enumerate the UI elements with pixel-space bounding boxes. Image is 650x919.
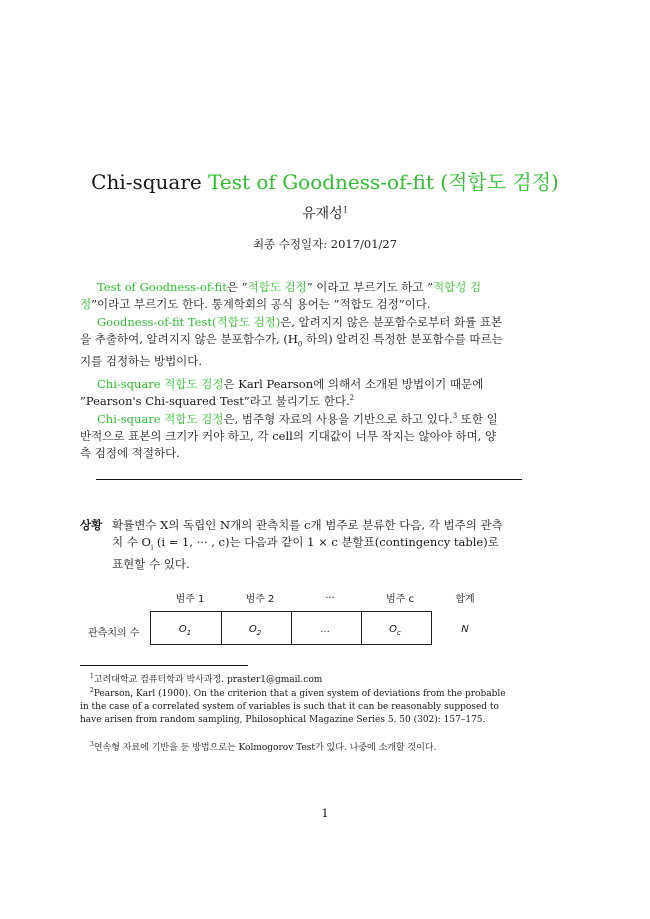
p1-term-3: 적합성 검정 [80, 280, 482, 311]
table-row-label: 관측치의 수 [88, 628, 140, 639]
situation-text-1: 확률변수 X의 독립인 N개의 관측치를 c개 범주로 분류한 다음, 각 범주의 관측치 수 O [112, 518, 503, 549]
title-black: Chi-square [91, 170, 202, 194]
p3-text: 은 Karl Pearson에 의해서 소개된 방법이기 때문에 ”Pearson's Chi-squared Test”라고 불리기도 한다. [80, 377, 484, 408]
revision-date: 최종 수정일자: 2017/01/27 [252, 237, 398, 251]
table-header-category-c: 범주 c [386, 594, 414, 605]
page-number: 1 [321, 806, 329, 820]
p1-text-1: 은 ” [226, 280, 248, 294]
footnote-text: 연속형 자료에 기반을 둔 방법으로는 Kolmogorov Test가 있다. 나중에 소개할 것이다. [93, 743, 437, 753]
cell-symbol: N [461, 624, 469, 635]
paragraph-3 [80, 376, 504, 410]
situation-block [80, 517, 506, 573]
table-cell-ellipsis [290, 624, 360, 635]
p3-term: Chi-square 적합도 검정 [97, 377, 224, 391]
paragraph-1 [80, 279, 504, 313]
table-cell-oc [360, 624, 430, 637]
footnote-2 [80, 684, 508, 727]
p4-footnote-mark: 3 [452, 412, 458, 421]
author-footnote-mark: 1 [342, 205, 348, 215]
table-header-category-1: 범주 1 [175, 594, 205, 605]
p2-text-1: 은, 알려지지 않은 분포함수로부터 화률 표본을 추출하여, 알려지지 않은 분포함수가, (H [80, 315, 503, 346]
p3-footnote-mark: 2 [349, 394, 355, 403]
p1-term: Test of Goodness-of-fit [97, 280, 227, 294]
p1-text-3: ”이라고 부르기도 한다. 통계학회의 공식 용어는 ”적합도 검정”이다. [91, 297, 431, 311]
paragraph-2 [80, 314, 504, 370]
footnote-3 [80, 738, 508, 755]
cell-subscript: c [397, 629, 401, 637]
document-title [0, 166, 650, 195]
table-cell-o1 [150, 624, 220, 637]
footnote-mark: 2 [90, 687, 94, 694]
table-header-category-2: 범주 2 [245, 594, 275, 605]
p4-text-1: 은, 범주형 자료의 사용을 기반으로 하고 있다. [223, 412, 453, 426]
cell-subscript: 2 [256, 629, 262, 637]
footnote-divider [80, 665, 248, 666]
cell-symbol: O [248, 624, 257, 635]
cell-subscript: 1 [186, 629, 192, 637]
table-cell-o2 [220, 624, 290, 637]
paragraph-4 [80, 411, 504, 462]
footnote-text: Pearson, Karl (1900). On the criterion that a given system of deviations from the probable in the case of a correlated system of variables is such that it can be reasonably supposed to have arisen from random sampling, Philosophical Magazine Series 5. 50 (302): 157–175. [80, 689, 506, 725]
situation-text [112, 517, 506, 573]
situation-subscript: i [150, 543, 154, 552]
cell-symbol: O [389, 624, 397, 635]
p1-term-2: 적합도 검정 [247, 280, 307, 294]
p2-text-2: 하의) 알려진 특정한 분포함수를 따르는지를 검정하는 방법이다. [80, 332, 503, 369]
section-divider [96, 479, 522, 480]
table-header-ellipsis: ... [325, 590, 335, 601]
p2-subscript: 0 [297, 340, 303, 349]
footnote-text: 고려대학교 컴퓨터학과 박사과정. praster1@gmail.com [93, 675, 323, 685]
table-header-total: 합계 [455, 594, 475, 605]
situation-label: 상황 [80, 518, 103, 532]
p1-text-2: ” 이라고 부르기도 하고 ” [306, 280, 434, 294]
author-name: 유재성 [302, 206, 343, 222]
author [0, 203, 650, 223]
situation-text-2: (i = 1, ··· , c)는 다음과 같이 1 × c 분할표(contingency table)로 표현할 수 있다. [112, 535, 499, 572]
footnote-mark: 3 [90, 741, 94, 748]
title-green: Test of Goodness-of-fit (적합도 검정) [208, 170, 559, 194]
p4-term: Chi-square 적합도 검정 [97, 412, 224, 426]
footnote-mark: 1 [90, 673, 94, 680]
cell-symbol: ... [320, 624, 330, 635]
p4-text-2: 또한 일반적으로 표본의 크기가 커야 하고, 각 cell의 기대값이 너무 작지는 않아야 하며, 양측 검정에 적절하다. [80, 412, 498, 460]
cell-symbol: O [178, 624, 187, 635]
p2-term: Goodness-of-fit Test(적합도 검정) [97, 315, 281, 329]
table-cell-total [445, 624, 485, 635]
